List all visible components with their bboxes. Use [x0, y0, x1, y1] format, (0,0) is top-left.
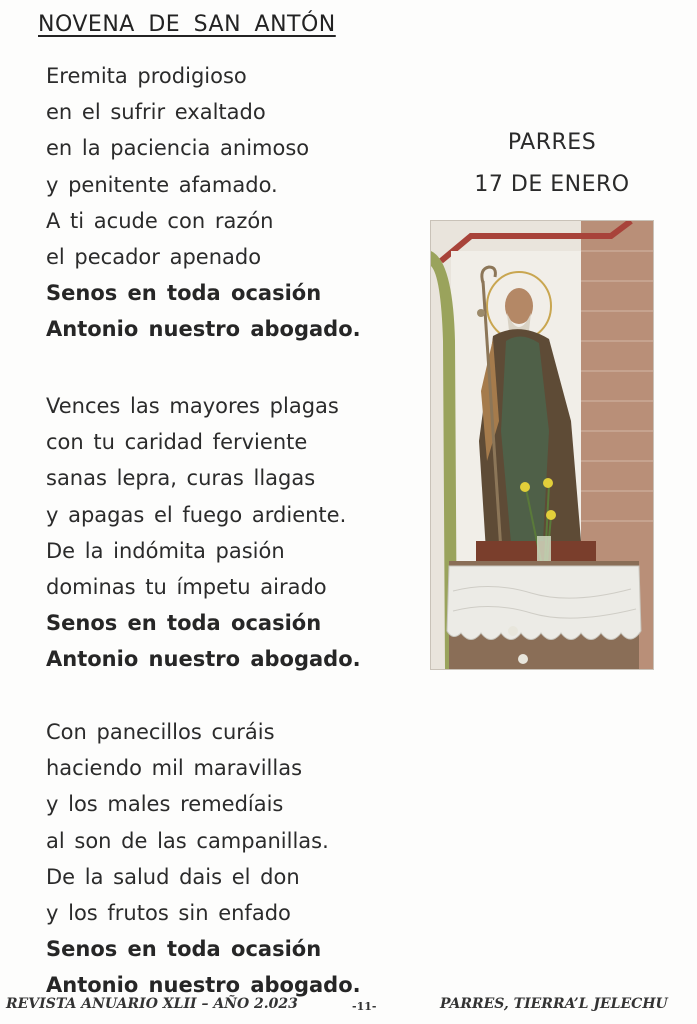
verse-line: Eremita prodigioso [46, 64, 247, 88]
stanza-1 [46, 58, 361, 348]
stanza-3 [46, 714, 361, 1004]
stanza-2 [46, 388, 361, 678]
verse-line: y apagas el fuego ardiente. [46, 502, 347, 527]
verse-line: en el sufrir exaltado [46, 100, 266, 125]
refrain-line: Senos en toda ocasión [46, 281, 322, 306]
verse-line: y los frutos sin enfado [46, 900, 291, 925]
verse-line: y penitente afamado. [46, 172, 278, 197]
refrain-line: Senos en toda ocasión [46, 937, 322, 962]
verse-line: al son de las campanillas. [46, 828, 329, 853]
place-name: PARRES [507, 130, 597, 155]
feast-date: 17 DE ENERO [474, 172, 630, 197]
page-number: -11- [352, 1000, 377, 1013]
verse-line: dominas tu ímpetu airado [46, 574, 327, 599]
verse-line: sanas lepra, curas llagas [46, 466, 316, 491]
verse-line: haciendo mil maravillas [46, 756, 303, 781]
verse-line: Vences las mayores plagas [46, 394, 339, 418]
refrain-line: Antonio nuestro abogado. [46, 647, 361, 672]
page-title: NOVENA DE SAN ANTÓN [38, 12, 336, 37]
footer-publication: REVISTA ANUARIO XLII – AÑO 2.023 [6, 996, 298, 1012]
saint-statue-photo [430, 220, 654, 670]
refrain-line: Senos en toda ocasión [46, 611, 322, 636]
verse-line: Con panecillos curáis [46, 720, 275, 744]
refrain-line: Antonio nuestro abogado. [46, 973, 361, 998]
refrain-line: Antonio nuestro abogado. [46, 317, 361, 342]
verse-line: De la salud dais el don [46, 864, 300, 889]
verse-line: y los males remedíais [46, 792, 284, 817]
verse-line: en la paciencia animoso [46, 136, 310, 161]
verse-line: el pecador apenado [46, 244, 262, 269]
verse-line: De la indómita pasión [46, 538, 285, 563]
verse-line: con tu caridad ferviente [46, 430, 308, 455]
footer-title: PARRES, TIERRA’L JELECHU [440, 996, 668, 1012]
verse-line: A ti acude con razón [46, 208, 274, 233]
